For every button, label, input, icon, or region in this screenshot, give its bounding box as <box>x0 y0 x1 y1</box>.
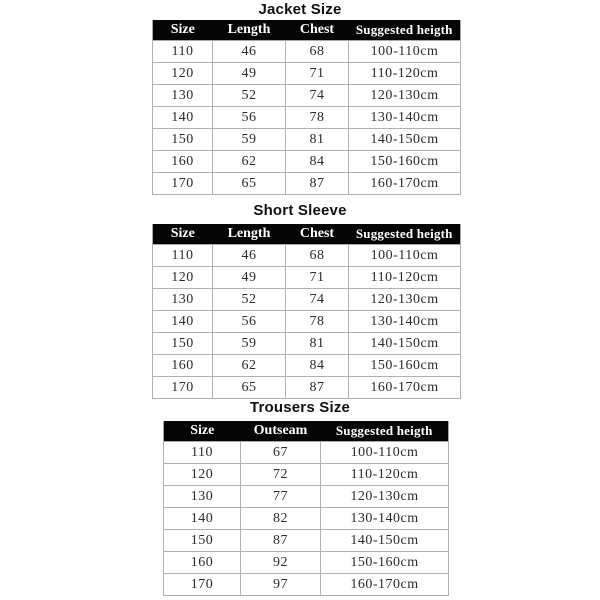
jacket-size-title: Jacket Size <box>258 1 342 18</box>
table-row <box>164 574 449 596</box>
header-row <box>164 421 449 442</box>
table-cell: 74 <box>286 85 349 107</box>
table-cell: 110 <box>164 442 241 464</box>
trousers-size-section <box>0 399 600 592</box>
table-row <box>153 245 461 267</box>
table-cell: 52 <box>213 85 286 107</box>
table-row <box>153 151 461 173</box>
trousers-size-table <box>163 421 449 596</box>
table-cell: 140-150cm <box>349 129 461 151</box>
trousers-size-title: Trousers Size <box>249 399 351 416</box>
table-cell: 170 <box>153 377 213 399</box>
table-cell: 84 <box>286 355 349 377</box>
header-row <box>153 20 461 41</box>
table-cell: 140 <box>153 311 213 333</box>
table-cell: 130 <box>153 289 213 311</box>
table-cell: 81 <box>286 129 349 151</box>
table-cell: 170 <box>164 574 241 596</box>
table-cell: 130-140cm <box>349 107 461 129</box>
table-cell: 56 <box>213 311 286 333</box>
table-cell: 65 <box>213 377 286 399</box>
table-cell: 100-110cm <box>321 442 449 464</box>
table-row <box>164 464 449 486</box>
table-cell: 110 <box>153 41 213 63</box>
table-cell: 68 <box>286 245 349 267</box>
table-cell: 110-120cm <box>349 267 461 289</box>
table-cell: 140 <box>153 107 213 129</box>
table-row <box>153 377 461 399</box>
table-row <box>164 508 449 530</box>
table-cell: 130-140cm <box>321 508 449 530</box>
table-row <box>153 107 461 129</box>
short-sleeve-section <box>0 202 600 395</box>
table-cell: 100-110cm <box>349 41 461 63</box>
table-cell: 160 <box>153 151 213 173</box>
table-cell: 65 <box>213 173 286 195</box>
table-cell: 110-120cm <box>349 63 461 85</box>
table-row <box>164 486 449 508</box>
table-cell: 46 <box>213 41 286 63</box>
table-cell: 140-150cm <box>349 333 461 355</box>
table-cell: 81 <box>286 333 349 355</box>
table-cell: 97 <box>241 574 321 596</box>
table-row <box>153 355 461 377</box>
table-cell: 140 <box>164 508 241 530</box>
column-header: Outseam <box>241 421 321 442</box>
table-cell: 59 <box>213 129 286 151</box>
table-cell: 46 <box>213 245 286 267</box>
table-row <box>153 267 461 289</box>
column-header: Length <box>213 224 286 245</box>
table-cell: 150 <box>153 129 213 151</box>
table-cell: 92 <box>241 552 321 574</box>
table-row <box>164 530 449 552</box>
table-cell: 120-130cm <box>349 85 461 107</box>
column-header: Size <box>153 224 213 245</box>
column-header: Chest <box>286 224 349 245</box>
table-cell: 87 <box>241 530 321 552</box>
table-cell: 100-110cm <box>349 245 461 267</box>
short-sleeve-table <box>152 224 461 399</box>
table-cell: 130-140cm <box>349 311 461 333</box>
column-header: Suggested heigth <box>349 224 461 245</box>
table-cell: 71 <box>286 267 349 289</box>
table-cell: 87 <box>286 377 349 399</box>
short-sleeve-title: Short Sleeve <box>253 202 347 219</box>
table-row <box>153 173 461 195</box>
table-row <box>153 289 461 311</box>
table-cell: 62 <box>213 355 286 377</box>
column-header: Size <box>153 20 213 41</box>
table-cell: 59 <box>213 333 286 355</box>
table-cell: 130 <box>164 486 241 508</box>
table-cell: 68 <box>286 41 349 63</box>
table-cell: 49 <box>213 63 286 85</box>
column-header: Suggested heigth <box>349 20 461 41</box>
jacket-size-table <box>152 20 461 195</box>
table-row <box>153 41 461 63</box>
column-header: Size <box>164 421 241 442</box>
table-cell: 120 <box>153 267 213 289</box>
table-cell: 160 <box>164 552 241 574</box>
table-cell: 140-150cm <box>321 530 449 552</box>
table-cell: 56 <box>213 107 286 129</box>
table-cell: 150-160cm <box>349 151 461 173</box>
column-header: Length <box>213 20 286 41</box>
table-cell: 170 <box>153 173 213 195</box>
table-row <box>164 442 449 464</box>
table-cell: 78 <box>286 107 349 129</box>
table-cell: 110 <box>153 245 213 267</box>
table-cell: 150-160cm <box>349 355 461 377</box>
table-cell: 120-130cm <box>349 289 461 311</box>
table-cell: 82 <box>241 508 321 530</box>
table-cell: 52 <box>213 289 286 311</box>
table-row <box>153 85 461 107</box>
table-cell: 110-120cm <box>321 464 449 486</box>
column-header: Suggested heigth <box>321 421 449 442</box>
table-row <box>153 333 461 355</box>
table-cell: 77 <box>241 486 321 508</box>
table-cell: 160-170cm <box>349 173 461 195</box>
table-cell: 150 <box>164 530 241 552</box>
column-header: Chest <box>286 20 349 41</box>
table-cell: 49 <box>213 267 286 289</box>
table-cell: 71 <box>286 63 349 85</box>
table-cell: 84 <box>286 151 349 173</box>
header-row <box>153 224 461 245</box>
table-cell: 67 <box>241 442 321 464</box>
table-row <box>153 63 461 85</box>
table-cell: 120 <box>153 63 213 85</box>
table-cell: 78 <box>286 311 349 333</box>
table-cell: 160 <box>153 355 213 377</box>
table-cell: 62 <box>213 151 286 173</box>
table-row <box>153 311 461 333</box>
table-cell: 120-130cm <box>321 486 449 508</box>
table-cell: 160-170cm <box>321 574 449 596</box>
table-cell: 160-170cm <box>349 377 461 399</box>
table-row <box>164 552 449 574</box>
table-cell: 150-160cm <box>321 552 449 574</box>
table-cell: 130 <box>153 85 213 107</box>
table-row <box>153 129 461 151</box>
table-cell: 150 <box>153 333 213 355</box>
table-cell: 74 <box>286 289 349 311</box>
table-cell: 120 <box>164 464 241 486</box>
table-cell: 72 <box>241 464 321 486</box>
table-cell: 87 <box>286 173 349 195</box>
jacket-size-section <box>0 1 600 191</box>
